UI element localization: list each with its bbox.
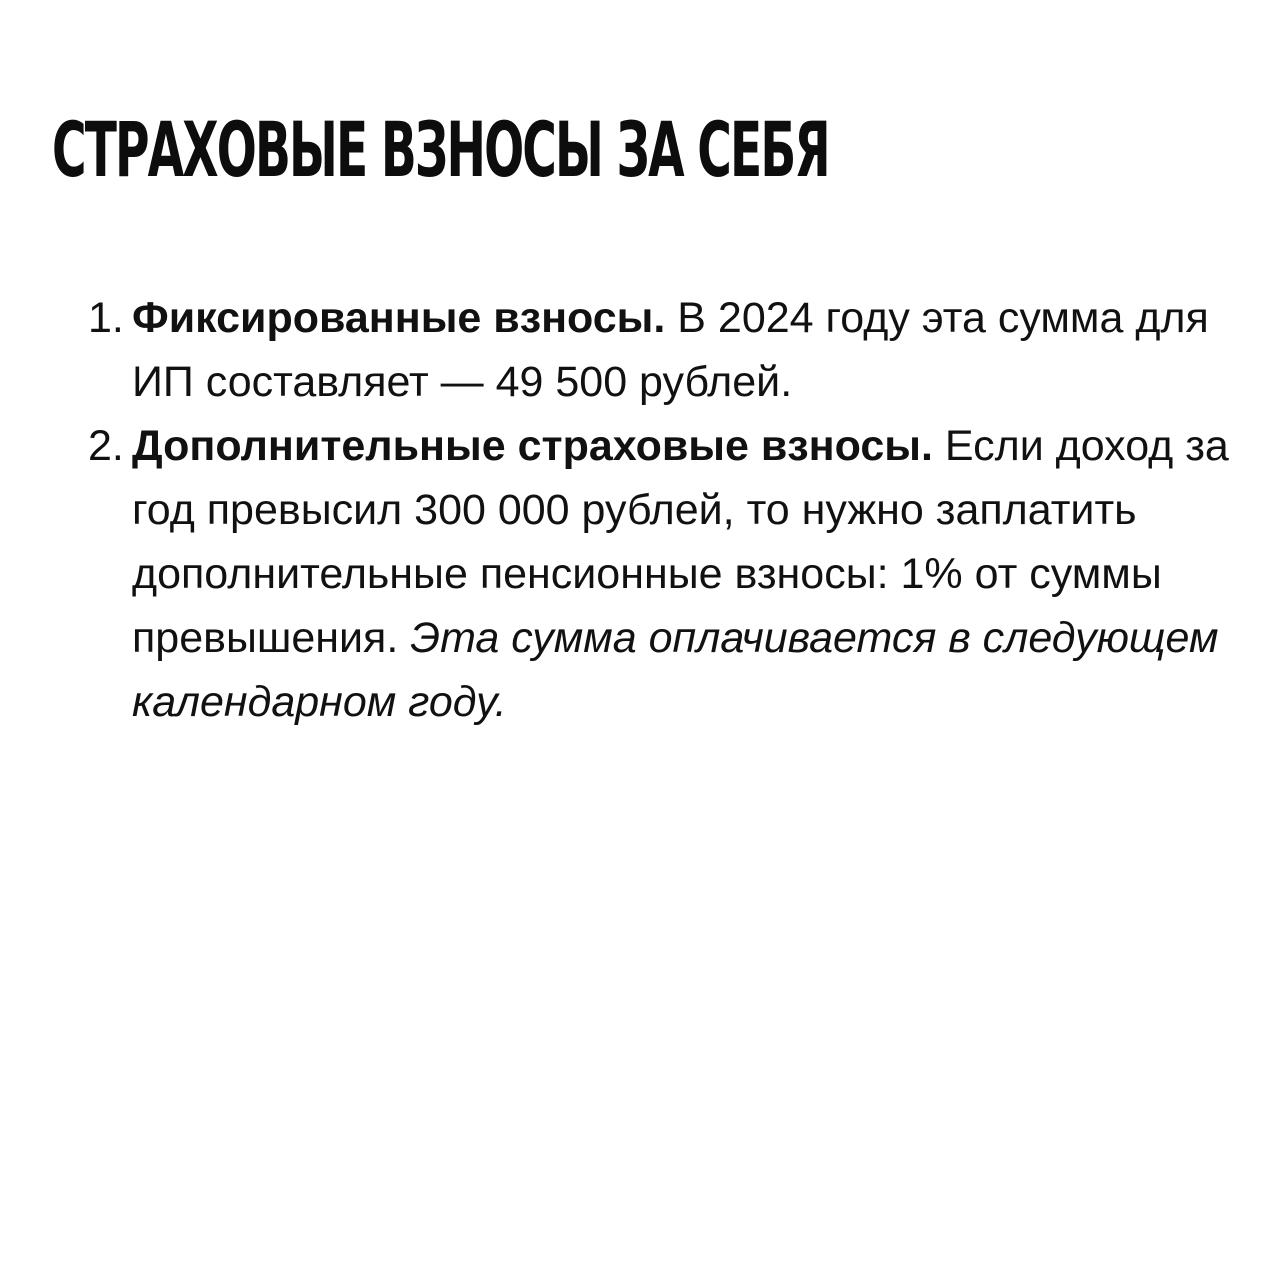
list-item-heading: Дополнительные страховые взносы. xyxy=(132,422,933,470)
list-item-number: 2. xyxy=(88,422,124,470)
list-item-additional-contributions xyxy=(0,414,1280,734)
page-title: СТРАХОВЫЕ ВЗНОСЫ ЗА СЕБЯ xyxy=(52,105,829,194)
list-item-text: Если доход за год превысил 300 000 рублей, то нужно заплатить дополнительные пенсионные взносы: 1% от суммы превышения. xyxy=(132,422,1229,662)
list-item-note: Эта сумма оплачивается в следующем календарном году. xyxy=(132,614,1219,726)
list-item-number: 1. xyxy=(88,294,124,342)
list-item-fixed-contributions xyxy=(0,286,1280,414)
contributions-list xyxy=(0,286,1280,734)
list-item-text: В 2024 году эта сумма для ИП составляет — 49 500 рублей. xyxy=(132,294,1209,406)
list-item-heading: Фиксированные взносы. xyxy=(132,294,666,342)
